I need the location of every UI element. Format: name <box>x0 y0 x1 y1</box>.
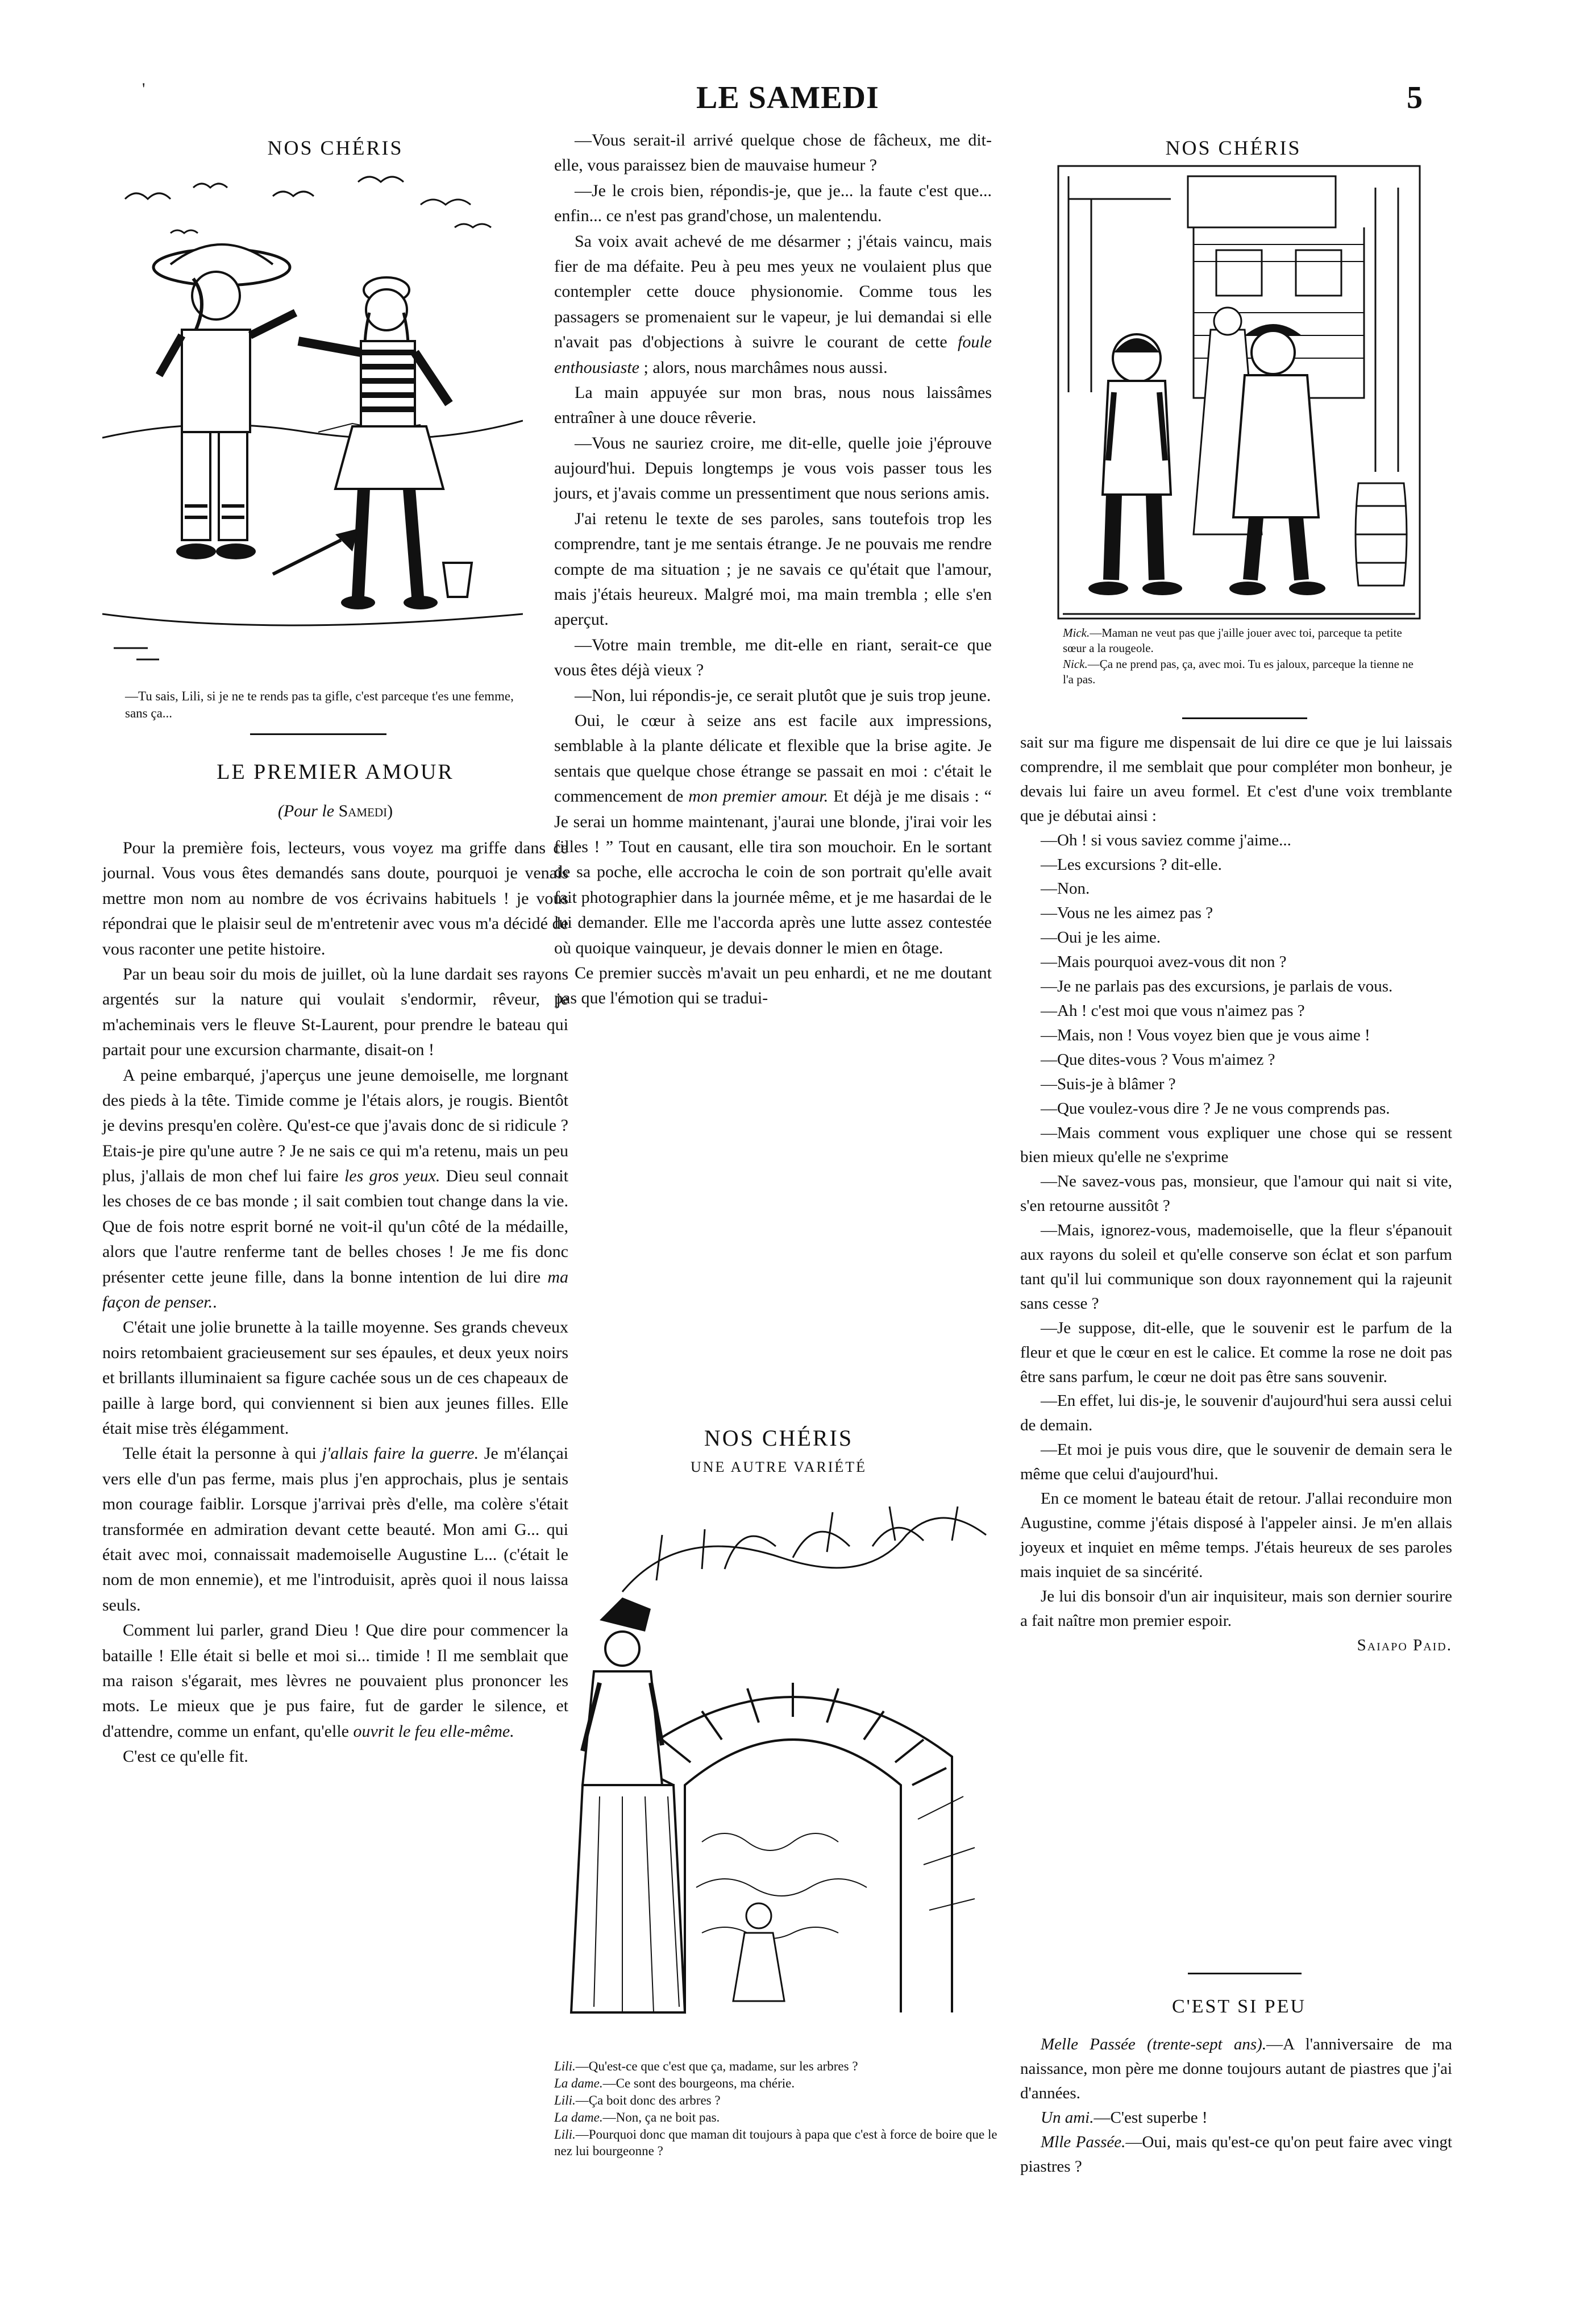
col3-q2-text: —C'est superbe ! <box>1094 2108 1208 2127</box>
col1-p2: Par un beau soir du mois de juillet, où la lune dardait ses rayons argentés sur la nature qui voulait s'endormir, rêveur, je m'acheminais vers le fleuve St-Laurent, pour prendre le bateau qui partait pour une excursion charmante, disait-on ! <box>102 964 568 1060</box>
col1-p3a: A peine embarqué, j'aperçus une jeune demoiselle, me lorgnant des pieds à la tête. Timide comme je l'étais alors, je rougis. Bientôt je devins presqu'en colère. Qu'est-ce que j'avais donc de si ridicule ? Etais-je pire qu'une autre ? Je ne sais ce qui m'a retenu, mais un peu plus, j'allais de mon chef lui faire <box>102 1065 568 1186</box>
col3-d1: —Oh ! si vous saviez comme j'aime... <box>1041 831 1291 849</box>
col3-body <box>1020 731 1452 1657</box>
col3-d4: —Vous ne les aimez pas ? <box>1041 904 1213 923</box>
col1-p3 <box>102 1063 568 1315</box>
col3-d11: —Suis-je à blâmer ? <box>1041 1074 1176 1093</box>
col3-q3-speaker: Mlle Passée. <box>1041 2132 1126 2151</box>
col3-cap1 <box>1063 625 1427 657</box>
col2-p9b: Et déjà je me disais : “ Je serai un homme maintenant, j'aurai une blonde, j'irai voir les filles ! ” Tout en causant, elle tira son mouchoir. En le sortant de sa poche, elle accrocha le coin de son portrait qu'elle avait fait photographier dans la journée même, et je me hasardai de le lui demander. Elle me l'accorda après une lutte assez contestée où quoique vainqueur, je devais donner le mien en ôtage. <box>554 787 992 957</box>
byline-pre: (Pour le <box>277 802 339 820</box>
newspaper-title: LE SAMEDI <box>696 80 879 115</box>
col3-caption <box>1063 625 1427 687</box>
byline-post: ) <box>387 802 393 820</box>
col2-cap3-speaker: Lili. <box>554 2093 576 2107</box>
col2-p7: —Votre main tremble, me dit-elle en riant, serait-ce que vous êtes déjà vieux ? <box>554 635 992 680</box>
bucket-icon <box>443 563 472 597</box>
col2-cap2-speaker: La dame. <box>554 2076 603 2090</box>
col3-cap1-speaker: Mick. <box>1063 626 1090 640</box>
col3-cap2 <box>1063 657 1427 688</box>
story-byline <box>102 799 568 824</box>
col3-q2 <box>1020 2106 1452 2130</box>
col2-cap5-text: —Pourquoi donc que maman dit toujours à papa que c'est à force de boire que le nez lui bourgeonne ? <box>554 2127 997 2159</box>
col3-d10: —Que dites-vous ? Vous m'aimez ? <box>1041 1050 1275 1069</box>
col3-p3: Je lui dis bonsoir d'un air inquisiteur, mais son dernier sourire a fait naître mon premier espoir. <box>1020 1587 1452 1630</box>
col3-cap2-speaker: Nick. <box>1063 657 1088 671</box>
col1-p6i: ouvrit le feu elle-même. <box>353 1721 514 1741</box>
col3-d8: —Ah ! c'est moi que vous n'aimez pas ? <box>1041 1001 1305 1020</box>
col2-p6: J'ai retenu le texte de ses paroles, sans toutefois trop les comprendre, tant je me sentais étrange. Je ne pouvais me rendre compte de ma situation ; je ne savais ce qu'était que l'amour, mais j'étais heureux. Malgré moi, ma main trembla ; elle s'en aperçut. <box>554 509 992 629</box>
lady-figure <box>571 1597 685 2012</box>
col3-d14: —Ne savez-vous pas, monsieur, que l'amour qui nait si vite, s'en retourne aussitôt ? <box>1020 1172 1452 1215</box>
col1-p5b: Je m'élançai vers elle d'un pas ferme, mais plus j'en approchais, plus je sentais mon courage faiblir. Lorsque j'arrivai près d'elle, ma colère s'était transformée en admiration devant cette beauté. Mon ami G... qui était avec moi, connaissait mademoiselle Augustine L... (c'était le nom de mon ennemie), et me l'introduisit, après quoi il nous laissa seuls. <box>102 1444 568 1615</box>
col2-cap5 <box>554 2126 1003 2160</box>
col3-d9: —Mais, non ! Vous voyez bien que je vous aime ! <box>1041 1026 1370 1044</box>
col1-body <box>102 836 568 1769</box>
col2-cap1 <box>554 2058 1003 2075</box>
col1-p1: Pour la première fois, lecteurs, vous voyez ma griffe dans ce journal. Vous vous êtes demandés sans doute, pourquoi je venais mettre mon nom au nombre de vos écrivains habituels ! je vous répondrai que le plaisir seul de m'entretenir avec vous m'a décidé de vous raconter une petite histoire. <box>102 839 568 958</box>
illustration-lady-and-girl-garden <box>554 1501 1003 2041</box>
col3-signature: Saiapo Paid. <box>1357 1636 1452 1654</box>
col2-p3 <box>554 229 992 380</box>
col3-d13: —Mais comment vous expliquer une chose qui se ressent bien mieux qu'elle ne s'exprime <box>1020 1123 1452 1167</box>
boy-figure <box>153 244 296 559</box>
col2-cap4-text: —Non, ça ne boit pas. <box>602 2110 720 2124</box>
col2-cap2 <box>554 2075 1003 2092</box>
col2-p5: —Vous ne sauriez croire, me dit-elle, quelle joie j'éprouve aujourd'hui. Depuis longtemps je vous vois passer tous les jours, et j'avais comme un pressentiment que nous serions amis. <box>554 433 992 503</box>
col3-p1: sait sur ma figure me dispensait de lui dire ce que je lui laissais comprendre, il me semblait que pour compléter mon bonheur, je devais lui faire un aveu formel. Et c'est d'une voix tremblante que je débutai ainsi : <box>1020 733 1452 825</box>
col1-p7: C'est ce qu'elle fit. <box>123 1747 248 1766</box>
col3-cap1-text: —Maman ne veut pas que j'aille jouer avec toi, parceque ta petite sœur a la rougeole. <box>1063 626 1402 655</box>
col2-cap3 <box>554 2092 1003 2109</box>
col3-section-title: C'EST SI PEU <box>1171 1996 1307 2017</box>
col1-p6 <box>102 1618 568 1744</box>
col2-p10: Ce premier succès m'avait un peu enhardi, et ne me doutant pas que l'émotion qui se tradui- <box>554 963 992 1008</box>
col1-p4: C'était une jolie brunette à la taille moyenne. Ses grands cheveux noirs retombaient gracieusement sur ses épaules, et deux yeux noirs et brillants illuminaient sa figure cachée sous un de ces chapeaux de paille à large bord, qui conviennent si bien aux jeunes filles. Elle était mise très élégamment. <box>102 1318 568 1438</box>
col1-p3c: . <box>213 1293 217 1312</box>
page-number: 5 <box>1407 80 1423 115</box>
col2-cap1-speaker: Lili. <box>554 2059 576 2073</box>
col2-p4: La main appuyée sur mon bras, nous nous laissâmes entraîner à une douce rêverie. <box>554 383 992 428</box>
col2-p9a: Oui, le cœur à seize ans est facile aux impressions, semblable à la plante délicate et flexible que la brise agite. Je sentais que quelque chose étrange se passait en moi : c'était le commencement de <box>554 711 992 806</box>
girl-figure <box>298 277 449 609</box>
col3-divider-1 <box>1182 717 1307 719</box>
small-girl-figure <box>733 1903 784 2001</box>
illustration-two-boys-street <box>1057 165 1421 620</box>
col2-cap4 <box>554 2109 1003 2126</box>
col1-divider <box>250 733 386 735</box>
col2-p9i: mon premier amour. <box>688 787 829 806</box>
col2-p9 <box>554 708 992 961</box>
col2-p3b: ; alors, nous marchâmes nous aussi. <box>639 358 888 377</box>
col2-p3i: foule enthousiaste <box>554 333 992 377</box>
col2-cap4-speaker: La dame. <box>554 2110 603 2124</box>
col2-caption <box>554 2058 1003 2160</box>
col3-d2: —Les excursions ? dit-elle. <box>1041 855 1222 874</box>
shovel-icon <box>273 529 358 574</box>
col1-p3b: Dieu seul connait les choses de ce bas monde ; il sait combien tout change dans la vie. Que de fois notre esprit borné ne voit-il qu'un côté de la médaille, alors que l'autre renferme tant de belles choses ! Je me fis donc présenter cette jeune fille, dans la bonne intention de lui dire <box>102 1167 568 1287</box>
col1-cartoon-caption: —Tu sais, Lili, si je ne te rends pas ta gifle, c'est parceque t'es une femme, sans ça... <box>125 689 514 720</box>
col2-cap3-text: —Ça boit donc des arbres ? <box>575 2093 721 2107</box>
col3-d6: —Mais pourquoi avez-vous dit non ? <box>1041 953 1287 972</box>
col1-p5 <box>102 1441 568 1618</box>
col3-q1-text: —A l'anniversaire de ma naissance, mon père me donne toujours autant de piastres que j'ai d'années. <box>1020 2035 1452 2102</box>
col2-box-subtitle: UNE AUTRE VARIÉTÉ <box>690 1459 867 1475</box>
col1-p5i: j'allais faire la guerre. <box>322 1444 479 1463</box>
col3-q2-speaker: Un ami. <box>1041 2108 1094 2127</box>
col2-cap5-speaker: Lili. <box>554 2127 576 2142</box>
col2-box-title: NOS CHÉRIS <box>704 1425 854 1451</box>
col2-p2: —Je le crois bien, répondis-je, que je... la faute c'est que... enfin... ce n'est pas grand'chose, un malentendu. <box>554 181 992 226</box>
col2-body <box>554 128 992 1011</box>
col3-q1-speaker: Melle Passée (trente-sept ans). <box>1041 2035 1267 2053</box>
col3-d16: —Je suppose, dit-elle, que le souvenir est le parfum de la fleur et que le cœur en est le calice. Et comme la rose ne doit pas être sans parfum, le cœur ne doit pas être sans souvenir. <box>1020 1318 1452 1386</box>
col3-p2: En ce moment le bateau était de retour. J'allai reconduire mon Augustine, comme j'étais disposé à l'appeler ainsi. Je m'en allais joyeux et inquiet en même temps. J'étais heureux de ses paroles mais inquiet de sa sincérité. <box>1020 1489 1452 1581</box>
col2-p3a: Sa voix avait achevé de me désarmer ; j'étais vaincu, mais fier de ma défaite. Peu à peu mes yeux ne voulaient plus que contempler cette douce physionomie. Comme tous les passagers se promenaient sur le vapeur, je lui demandai si elle n'avait pas d'objections à suivre le courant de cette <box>554 231 992 352</box>
byline-name: Samedi <box>338 802 388 820</box>
col3-d17: —En effet, lui dis-je, le souvenir d'aujourd'hui sera aussi celui de demain. <box>1020 1392 1452 1435</box>
col2-cap2-text: —Ce sont des bourgeons, ma chérie. <box>602 2076 795 2090</box>
col3-divider-2 <box>1188 1973 1302 1974</box>
col3-q3-text: —Oui, mais qu'est-ce qu'on peut faire avec vingt piastres ? <box>1020 2132 1453 2176</box>
col2-p1: —Vous serait-il arrivé quelque chose de fâcheux, me dit-elle, vous paraissez bien de mauvaise humeur ? <box>554 131 992 175</box>
seagull-icons <box>125 177 491 233</box>
cartoon-children-beach <box>102 165 523 682</box>
col3-d5: —Oui je les aime. <box>1041 928 1161 947</box>
story-title: LE PREMIER AMOUR <box>217 760 454 784</box>
col3-top-title: NOS CHÉRIS <box>1165 136 1302 159</box>
col2-cap1-text: —Qu'est-ce que c'est que ça, madame, sur les arbres ? <box>575 2059 858 2073</box>
col3-d12: —Que voulez-vous dire ? Je ne vous comprends pas. <box>1041 1099 1390 1118</box>
col1-top-title: NOS CHÉRIS <box>267 136 404 159</box>
col3-q3 <box>1020 2130 1452 2179</box>
col3-q1 <box>1020 2032 1452 2106</box>
col1-p3i: les gros yeux. <box>344 1167 440 1186</box>
col3-d3: —Non. <box>1041 879 1090 898</box>
page-mark: ' <box>142 80 145 98</box>
col3-d15: —Mais, ignorez-vous, mademoiselle, que la fleur s'épanouit aux rayons du soleil et qu'elle conserve son éclat et son parfum tant qu'il lui communique son doux rayonnement qui la rajeunit sans cesse ? <box>1020 1221 1452 1313</box>
col3-d7: —Je ne parlais pas des excursions, je parlais de vous. <box>1041 977 1393 996</box>
col3-dialogue <box>1020 2032 1452 2178</box>
col3-d18: —Et moi je puis vous dire, que le souvenir de demain sera le même que celui d'aujourd'hui. <box>1020 1441 1452 1484</box>
col1-p3i2: ma façon de penser. <box>102 1267 568 1312</box>
col2-p8: —Non, lui répondis-je, ce serait plutôt que je suis trop jeune. <box>575 686 991 705</box>
col3-cap2-text: —Ça ne prend pas, ça, avec moi. Tu es jaloux, parceque la tienne ne l'a pas. <box>1063 657 1413 686</box>
col1-p5a: Telle était la personne à qui <box>123 1444 322 1463</box>
col1-p6a: Comment lui parler, grand Dieu ! Que dire pour commencer la bataille ! Elle était si belle et moi si... timide ! Il me semblait que ma raison s'égarait, mes lèvres ne pouvaient plus prononcer les mots. Le mieux que je pus faire, fut de garder le silence, et d'attendre, comme un enfant, qu'elle <box>102 1621 568 1741</box>
